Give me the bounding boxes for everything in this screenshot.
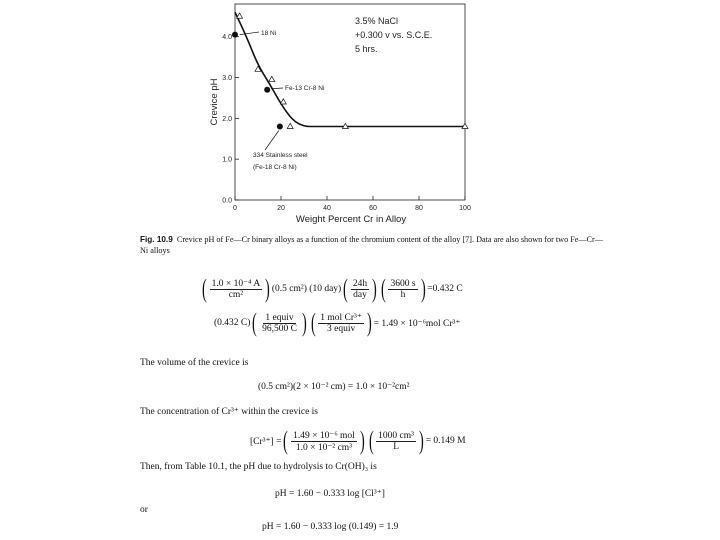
data-point-triangle xyxy=(287,123,293,128)
figure-label: Fig. 10.9 xyxy=(140,235,173,244)
data-point-triangle xyxy=(280,99,286,104)
x-tick-label: 60 xyxy=(369,205,377,212)
eq4-num1: 1.49 × 10⁻⁶ mol xyxy=(293,430,355,441)
eq4-result: = 0.149 M xyxy=(425,436,466,446)
annotation-leader xyxy=(271,88,283,89)
x-tick-label: 0 xyxy=(233,205,237,212)
equation-volume: (0.5 cm²)(2 × 10⁻² cm) = 1.0 × 10⁻²cm² xyxy=(258,382,410,392)
eq2-result: = 1.49 × 10⁻⁶mol Cr³⁺ xyxy=(373,318,461,329)
annotation-334-ss: 334 Stainless steel xyxy=(253,152,308,159)
eq2-den1: 96,500 C xyxy=(262,323,297,334)
y-axis-label: Crevice pH xyxy=(209,78,220,126)
y-tick-label: 3.0 xyxy=(222,75,232,82)
equation-concentration: [Cr³⁺] = ( $\frac{\text{1.49 × 10⁻⁶ mol}}{\text{1.0 × 10⁻² cm³}}$ ) ( $\frac{\text{1000 cm³}}{L}$ ) = 0.149 M xyxy=(250,426,466,455)
condition-line-1: 3.5% NaCl xyxy=(355,16,399,26)
x-axis-label: Weight Percent Cr in Alloy xyxy=(295,214,407,225)
equation-ph-formula: pH = 1.60 − 0.333 log [Cl³⁺] xyxy=(275,489,385,499)
condition-line-3: 5 hrs. xyxy=(355,44,378,54)
eq1-den2: day xyxy=(353,289,367,300)
y-tick-label: 2.0 xyxy=(222,115,232,123)
x-tick-label: 100 xyxy=(459,205,471,212)
annotation-fe13cr8ni: Fe-13 Cr-8 Ni xyxy=(285,85,325,92)
eq2-den2: 3 equiv xyxy=(326,324,356,334)
paragraph-volume: The volume of the crevice is xyxy=(140,358,249,368)
eq4-lead: [Cr³⁺] = xyxy=(250,436,282,447)
crevice-ph-chart xyxy=(195,0,495,230)
eq4-num2: 1000 cm³ xyxy=(378,430,415,441)
x-tick-label: 80 xyxy=(415,205,423,212)
annotation-334-composition: (Fe-18 Cr-8 Ni) xyxy=(253,164,297,171)
paragraph-or: or xyxy=(140,505,148,515)
eq1-mid: (0.5 cm²) (10 day) xyxy=(271,284,342,294)
eq1-num3: 3600 s xyxy=(390,278,416,289)
equation-ph-result: pH = 1.60 − 0.333 log (0.149) = 1.9 xyxy=(262,522,399,532)
equation-charge: ( $\frac{\text{1.0 × 10⁻⁴ A}}{\text{cm²}}$ ) (0.5 cm²) (10 day) ( $\frac{24h}{\text{day}}$ ) ( $\frac{3600 s}{h}$ ) =0.432 C xyxy=(201,274,463,303)
equation-moles: (0.432 C) ( $\frac{\text{1 equiv}}{96,500 C}$ ) ( $\frac{\text{1 mol Cr³⁺}}{\text{3 equiv}}$ ) = 1.49 × 10⁻⁶mol Cr³⁺ xyxy=(214,308,461,337)
eq4-den1: 1.0 × 10⁻² cm³ xyxy=(295,442,353,453)
data-point-circle xyxy=(232,32,238,38)
data-point-triangle xyxy=(269,76,275,81)
annotation-leader xyxy=(240,32,259,35)
eq1-den1: cm² xyxy=(228,290,244,300)
annotation-18ni: 18 Ni xyxy=(261,30,277,37)
eq1-num1: 1.0 × 10⁻⁴ A xyxy=(211,279,261,289)
eq1-result: =0.432 C xyxy=(427,284,463,294)
y-tick-label: 1.0 xyxy=(222,156,232,164)
eq1-num2: 24h xyxy=(352,278,368,289)
figure-caption xyxy=(140,234,610,256)
y-tick-label: 4.0 xyxy=(222,34,232,42)
annotation-leader xyxy=(265,131,279,151)
x-tick-label: 40 xyxy=(323,205,331,212)
condition-line-2: +0.300 v vs. S.C.E. xyxy=(355,30,433,40)
eq4-den2: L xyxy=(393,441,399,452)
eq2-lead: (0.432 C) xyxy=(214,318,251,328)
eq2-num2: 1 mol Cr³⁺ xyxy=(320,313,362,323)
figure-caption-text: Crevice pH of Fe—Cr binary alloys as a function of the chromium content of the alloy [7]. Data are also shown for two Fe—Cr—Ni alloys xyxy=(140,235,603,255)
y-tick-label: 0.0 xyxy=(222,197,232,205)
x-tick-label: 20 xyxy=(277,205,285,212)
paragraph-concentration: The concentration of Cr³⁺ within the crevice is xyxy=(140,407,319,417)
eq2-num1: 1 equiv xyxy=(265,312,294,323)
data-point-circle xyxy=(277,124,283,130)
eq1-den3: h xyxy=(400,289,406,300)
paragraph-hydrolysis: Then, from Table 10.1, the pH due to hydrolysis to Cr(OH)₃ is xyxy=(140,462,377,472)
data-point-circle xyxy=(264,87,270,93)
